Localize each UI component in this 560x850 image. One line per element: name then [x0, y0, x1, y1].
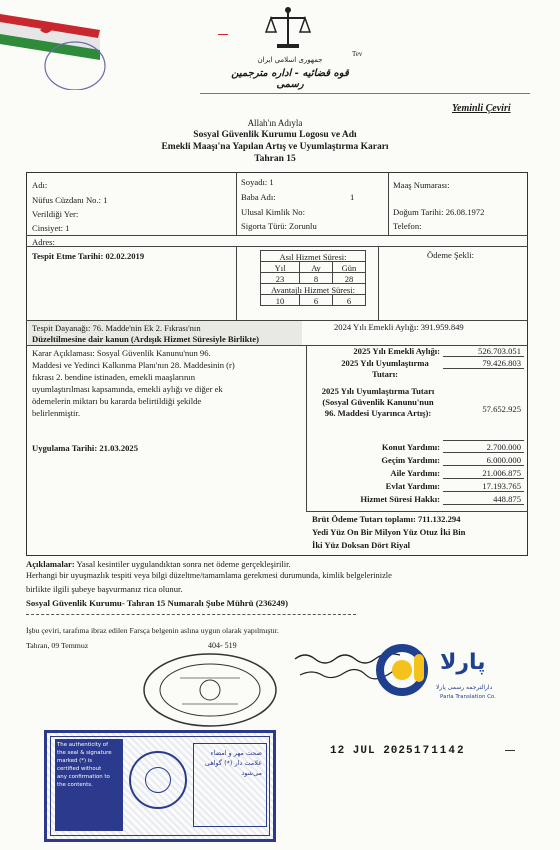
amount-label-uyum: 2025 Yılı Uyumlaştırma Tutarı:	[341, 358, 429, 379]
muhur-line: Sosyal Güvenlik Kurumu- Tahran 15 Numaralı Şube Mührü (236249)	[26, 598, 289, 608]
amount-value: 21.006.875	[443, 468, 524, 479]
karar-divider	[306, 345, 307, 511]
av-yil-value: 10	[260, 294, 300, 306]
asil-gun-value: 28	[332, 272, 366, 284]
service-duration-grid	[260, 250, 366, 318]
asil-header: Asıl Hizmet Süresi:	[260, 250, 366, 262]
intro-text: Allah'ın Adıyla	[247, 118, 303, 128]
asil-ay-value: 8	[299, 272, 333, 284]
amount-label: 2025 Yılı Emekli Aylığı:	[353, 346, 440, 356]
karar-text-1: Karar Açıklaması: Sosyal Güvenlik Kanunu'nun 96.	[32, 348, 211, 358]
av-ay-value: 6	[299, 294, 333, 306]
amount-value: 526.703.051	[443, 346, 524, 357]
stamp-en-1: The authenticity of	[57, 742, 109, 748]
nufus-field: Nüfus Cüzdanı No.: 1	[32, 195, 108, 205]
amount-label: Evlat Yardımı:	[385, 481, 440, 491]
amount-value: 448.875	[443, 494, 524, 505]
stamp-persian-block	[193, 743, 267, 827]
karar-line-5: ödemelerin miktarı bu kararda belirtildiği şekilde	[32, 396, 202, 406]
service-right-divider	[378, 246, 379, 320]
serial-number: 171142	[414, 745, 466, 757]
header-divider	[200, 93, 530, 94]
maas-field: Maaş Numarası:	[393, 180, 450, 190]
judiciary-emblem-icon	[265, 4, 311, 54]
aylik-2024-field	[334, 322, 464, 332]
red-mark	[218, 34, 228, 40]
reg-code: 404- 519	[208, 641, 237, 650]
stamp-en-2: the seal & signature	[57, 750, 112, 756]
dogum-field: Doğum Tarihi: 26.08.1972	[393, 207, 485, 217]
adres-field: Adres:	[32, 237, 55, 247]
stamp-emblem-icon	[129, 751, 187, 809]
amount-label: Geçim Yardımı:	[381, 455, 440, 465]
dayanak-line-1: Tespit Dayanağı: 76. Madde'nin Ek 2. Fıkrası'nın	[32, 323, 201, 333]
date-stamp: 12 JUL 2025	[330, 745, 414, 757]
amount-row-evlat	[312, 481, 524, 492]
isbu-line: İşbu çeviri, tarafıma ibraz edilen Farsça belgenin aslına uygun olarak yapılmıştır.	[26, 626, 279, 635]
aciklamalar-label: Açıklamalar:	[26, 559, 75, 569]
soyadi-field: Soyadı: 1	[241, 177, 274, 187]
amount-label: Hizmet Süresi Hakkı:	[360, 494, 440, 504]
amount-value: 6.000.000	[443, 455, 524, 466]
parla-logo-icon	[376, 640, 438, 700]
amount-value-uyum: 79.426.803	[443, 358, 524, 369]
karar-line-2: Maddesi ve Yedinci Kalkınma Planı'nın 28. Maddesinin (r)	[32, 360, 235, 370]
verildigi-field: Verildiği Yer:	[32, 209, 79, 219]
odeme-sekli-field: Ödeme Şekli:	[427, 250, 475, 260]
amounts-divider	[443, 440, 524, 441]
amount-row-hizmet	[312, 494, 524, 505]
amount-row-aile	[312, 468, 524, 479]
parla-logo-en: Parla Translation Co.	[440, 694, 496, 700]
ay-header: Ay	[299, 261, 333, 273]
amount-row-emekli	[312, 346, 524, 357]
stamp-persian-text: صحت مهر و امضاء علامت دار (*) گواهی می‌شود	[204, 749, 262, 777]
stamp-en-4: certified without	[57, 766, 102, 772]
stamp-en-3: marked (*) is	[57, 758, 93, 764]
amount-value-96: 57.652.925	[482, 404, 521, 414]
karar-line-4: uyumlaştırılması kapsamında, emekli aylığı ve diğer ek	[32, 384, 223, 394]
col-divider-1	[236, 172, 237, 235]
yeminli-ceviri-label: Yeminli Çeviri	[452, 103, 511, 114]
side-mark	[505, 750, 515, 751]
gun-header: Gün	[332, 261, 366, 273]
aylik-2024-text: 2024 Yılı Emekli Aylığı: 391.959.849	[334, 322, 464, 332]
yil-header: Yıl	[260, 261, 300, 273]
av-gun-value: 6	[332, 294, 366, 306]
amount-value: 2.700.000	[443, 442, 524, 453]
amount-label-96: 2025 Yılı Uyumlaştırma Tutarı (Sosyal Güvenlik Kanunu'nun 96. Maddesi Uyarınca Artış):	[321, 386, 435, 418]
doc-title-2: Emekli Maaşı'na Yapılan Artış ve Uyumlaştırma Kararı	[161, 142, 389, 152]
parla-logo	[376, 640, 526, 720]
muhur-underline	[26, 614, 356, 615]
karar-line-3: fıkrası 2. bendine istinaden, emekli maaşlarının	[32, 372, 195, 382]
karar-line-6: belirlenmiştir.	[32, 408, 80, 418]
col-divider-2	[388, 172, 389, 235]
amount-row-konut	[312, 442, 524, 453]
aciklamalar-text: Yasal kesintiler uygulandıktan sonra net ödeme gerçekleşirilir.	[76, 559, 291, 569]
karar-line-1	[32, 348, 211, 358]
row-divider-5	[306, 511, 528, 512]
iran-flag-image	[0, 8, 110, 90]
persian-judiciary-line: قوه قضائیه - اداره مترجمین رسمی	[231, 68, 349, 90]
stamp-en-6: the contents.	[57, 782, 93, 788]
stamp-english-block	[55, 739, 123, 831]
uygulama-tarihi: Uygulama Tarihi: 21.03.2025	[32, 443, 139, 453]
avantajli-header: Avantajlı Hizmet Süresi:	[260, 283, 366, 295]
amount-value: 17.193.765	[443, 481, 524, 492]
amount-row-gecim	[312, 455, 524, 466]
baba-field: Baba Adı:	[241, 192, 276, 202]
aciklamalar-line-2: Herhangi bir uyuşmazlık tespiti veya bilgi düzeltme/tamamlama gerekmesi durumunda, kimlik belgelerinizle	[26, 571, 392, 580]
sigorta-field: Sigorta Türü: Zorunlu	[241, 221, 317, 231]
asil-yil-value: 23	[260, 272, 300, 284]
persian-top-text: جمهوری اسلامی ایران	[257, 56, 323, 64]
authentication-stamp	[44, 730, 276, 842]
telefon-field: Telefon:	[393, 221, 422, 231]
official-round-stamp-image	[140, 648, 290, 736]
brut-line-3: İki Yüz Doksan Dört Riyal	[312, 540, 411, 550]
aciklamalar-line-1	[26, 559, 291, 569]
baba-value: 1	[350, 192, 355, 202]
amount-label: Aile Yardımı:	[390, 468, 440, 478]
row-divider-1	[26, 235, 528, 236]
doc-title-1: Sosyal Güvenlik Kurumu Logosu ve Adı	[193, 130, 357, 140]
aciklamalar-line-3: birlikte ilgili şubeye başvurmanız rica olunur.	[26, 584, 183, 594]
brut-line-1: Brüt Ödeme Tutarı toplamı: 711.132.294	[312, 514, 461, 524]
ulusal-field: Ulusal Kimlik No:	[241, 207, 305, 217]
brut-line-2: Yedi Yüz On Bir Milyon Yüz Otuz İki Bin	[312, 527, 466, 537]
cinsiyet-field: Cinsiyet: 1	[32, 223, 70, 233]
doc-title-3: Tahran 15	[254, 154, 296, 164]
amount-label: Konut Yardımı:	[381, 442, 440, 452]
tahran-date: Tahran, 09 Temmuz	[26, 641, 89, 650]
service-left-divider	[236, 246, 237, 320]
stamp-en-5: any confirmation to	[57, 774, 110, 780]
parla-logo-sub: دارالترجمه رسمی پارلا	[436, 684, 493, 691]
adi-field: Adı:	[32, 180, 48, 190]
row-divider-2	[26, 246, 528, 247]
top-code: Tev	[352, 50, 363, 58]
tespit-tarihi-field: Tespit Etme Tarihi: 02.02.2019	[32, 251, 145, 261]
dayanak-line-2: Düzeltilmesine dair kanun (Ardışık Hizmet Süresiyle Birlikte)	[32, 334, 259, 344]
parla-logo-name: پارلا	[440, 650, 486, 675]
